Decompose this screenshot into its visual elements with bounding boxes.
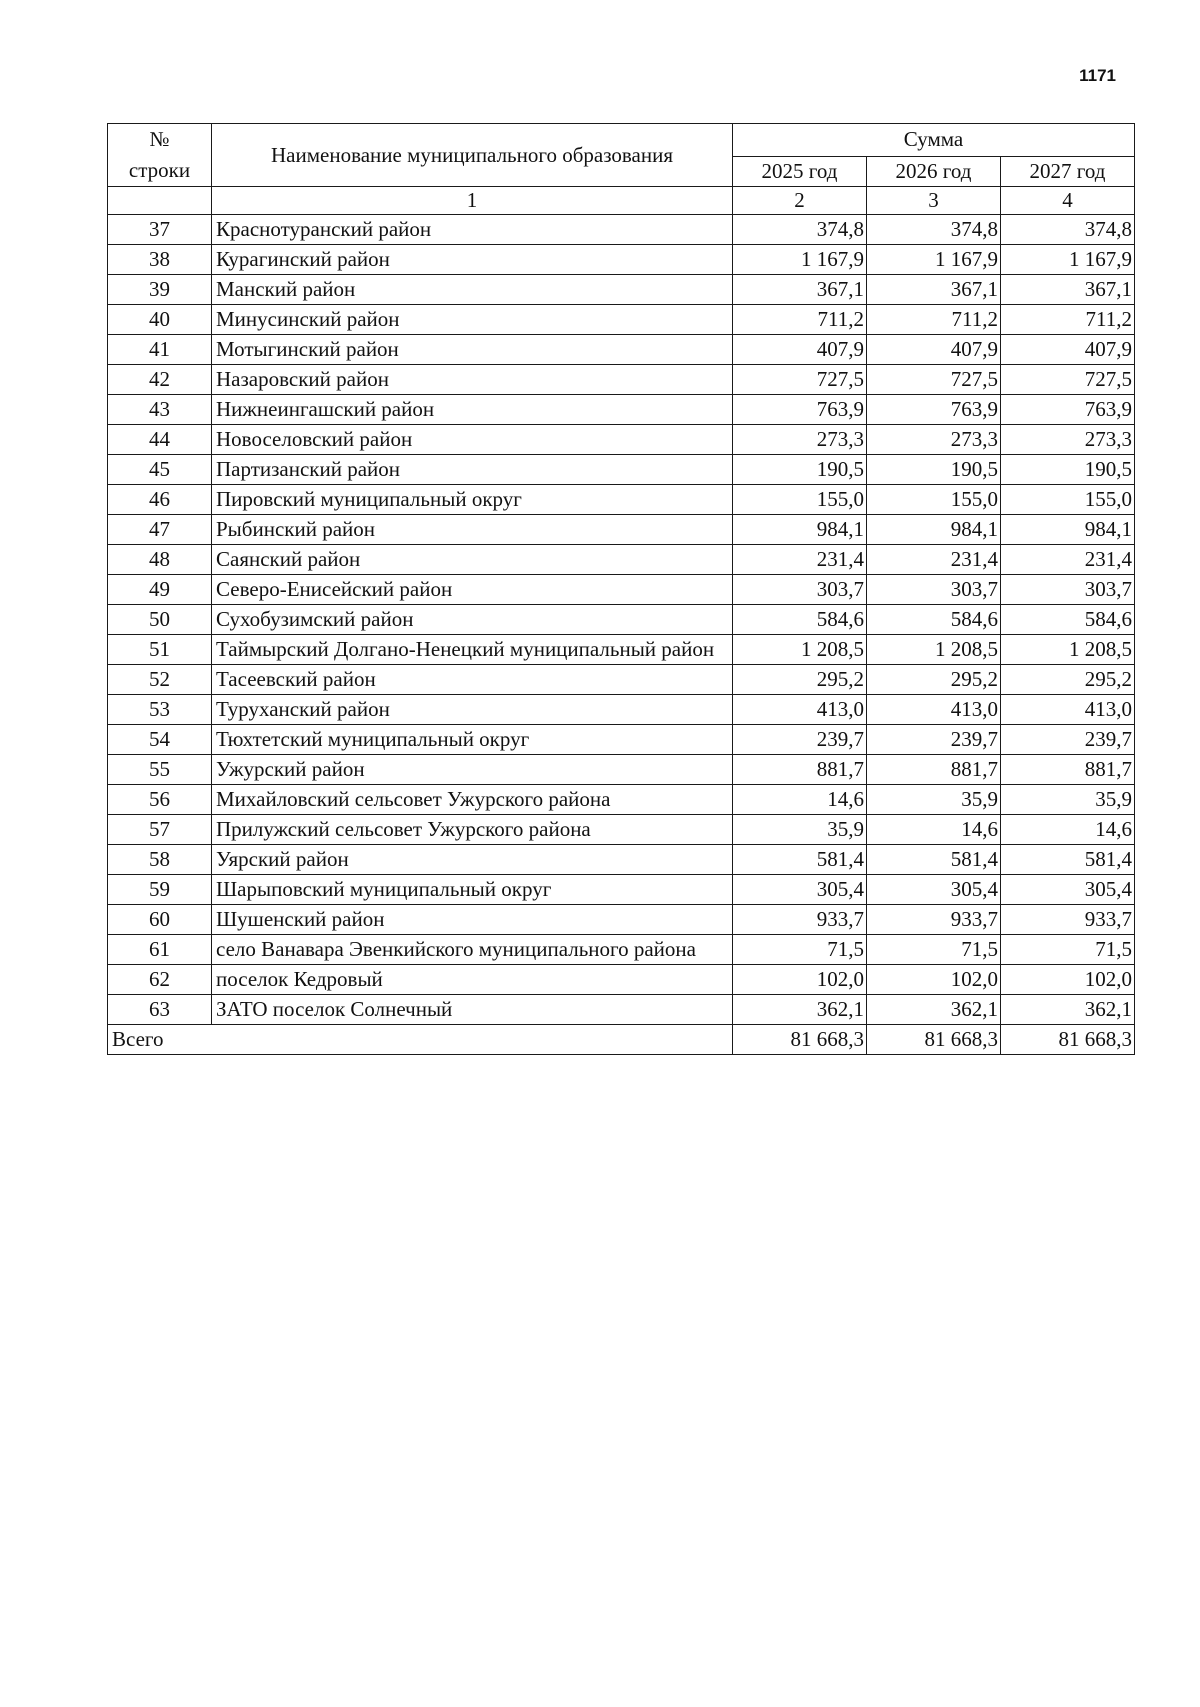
- table-row: [108, 515, 1135, 545]
- row-number: 60: [108, 905, 212, 935]
- municipality-name: Нижнеингашский район: [212, 395, 733, 425]
- value-2027: 190,5: [1001, 455, 1135, 485]
- municipality-name: Прилужский сельсовет Ужурского района: [212, 815, 733, 845]
- column-number-2026: 3: [867, 187, 1001, 215]
- header-row-number-line2: строки: [128, 158, 191, 182]
- value-2025: 374,8: [733, 215, 867, 245]
- value-2025: 933,7: [733, 905, 867, 935]
- row-number: 55: [108, 755, 212, 785]
- header-sum: Сумма: [733, 124, 1135, 157]
- municipality-name: Манский район: [212, 275, 733, 305]
- value-2026: 881,7: [867, 755, 1001, 785]
- row-number: 43: [108, 395, 212, 425]
- table-row: [108, 875, 1135, 905]
- value-2025: 727,5: [733, 365, 867, 395]
- header-year-2026: 2026 год: [867, 156, 1001, 186]
- value-2027: 231,4: [1001, 545, 1135, 575]
- value-2026: 305,4: [867, 875, 1001, 905]
- page-number: 1171: [1079, 66, 1116, 85]
- value-2026: 584,6: [867, 605, 1001, 635]
- municipality-name: Уярский район: [212, 845, 733, 875]
- row-number: 42: [108, 365, 212, 395]
- table-row: [108, 335, 1135, 365]
- column-number-2027: 4: [1001, 187, 1135, 215]
- table-row: [108, 395, 1135, 425]
- row-number: 39: [108, 275, 212, 305]
- row-number: 41: [108, 335, 212, 365]
- municipality-name: Краснотуранский район: [212, 215, 733, 245]
- row-number: 58: [108, 845, 212, 875]
- value-2026: 1 167,9: [867, 245, 1001, 275]
- value-2027: 881,7: [1001, 755, 1135, 785]
- row-number: 38: [108, 245, 212, 275]
- header-row-number: [108, 124, 212, 187]
- value-2026: 71,5: [867, 935, 1001, 965]
- row-number: 57: [108, 815, 212, 845]
- municipality-name: Северо-Енисейский район: [212, 575, 733, 605]
- table-row: [108, 995, 1135, 1025]
- row-number: 56: [108, 785, 212, 815]
- value-2025: 190,5: [733, 455, 867, 485]
- value-2025: 584,6: [733, 605, 867, 635]
- municipality-name: Туруханский район: [212, 695, 733, 725]
- table-row: [108, 725, 1135, 755]
- municipality-name: Саянский район: [212, 545, 733, 575]
- value-2025: 155,0: [733, 485, 867, 515]
- value-2025: 1 208,5: [733, 635, 867, 665]
- row-number: 37: [108, 215, 212, 245]
- value-2026: 581,4: [867, 845, 1001, 875]
- value-2026: 362,1: [867, 995, 1001, 1025]
- value-2025: 239,7: [733, 725, 867, 755]
- value-2027: 305,4: [1001, 875, 1135, 905]
- row-number: 48: [108, 545, 212, 575]
- row-number: 49: [108, 575, 212, 605]
- value-2025: 413,0: [733, 695, 867, 725]
- table-row: [108, 425, 1135, 455]
- municipality-name: поселок Кедровый: [212, 965, 733, 995]
- value-2027: 413,0: [1001, 695, 1135, 725]
- row-number: 52: [108, 665, 212, 695]
- value-2026: 711,2: [867, 305, 1001, 335]
- column-number-name: 1: [212, 187, 733, 215]
- value-2027: 407,9: [1001, 335, 1135, 365]
- municipality-name: Мотыгинский район: [212, 335, 733, 365]
- value-2027: 374,8: [1001, 215, 1135, 245]
- municipality-name: Рыбинский район: [212, 515, 733, 545]
- value-2025: 71,5: [733, 935, 867, 965]
- municipality-name: Михайловский сельсовет Ужурского района: [212, 785, 733, 815]
- value-2026: 407,9: [867, 335, 1001, 365]
- value-2026: 295,2: [867, 665, 1001, 695]
- value-2026: 273,3: [867, 425, 1001, 455]
- value-2027: 14,6: [1001, 815, 1135, 845]
- header-municipality-name: Наименование муниципального образования: [212, 124, 733, 187]
- value-2026: 727,5: [867, 365, 1001, 395]
- municipality-name: Партизанский район: [212, 455, 733, 485]
- table-row: [108, 905, 1135, 935]
- municipality-name: Тюхтетский муниципальный округ: [212, 725, 733, 755]
- municipality-name: Шушенский район: [212, 905, 733, 935]
- value-2027: 35,9: [1001, 785, 1135, 815]
- municipality-name: Пировский муниципальный округ: [212, 485, 733, 515]
- municipality-name: Тасеевский район: [212, 665, 733, 695]
- value-2027: 273,3: [1001, 425, 1135, 455]
- value-2025: 303,7: [733, 575, 867, 605]
- row-number: 59: [108, 875, 212, 905]
- header-year-2027: 2027 год: [1001, 156, 1135, 186]
- table-row: [108, 695, 1135, 725]
- table-row: [108, 755, 1135, 785]
- column-number-2025: 2: [733, 187, 867, 215]
- value-2027: 727,5: [1001, 365, 1135, 395]
- table-row: [108, 785, 1135, 815]
- value-2025: 1 167,9: [733, 245, 867, 275]
- table-row: [108, 635, 1135, 665]
- table-row: [108, 275, 1135, 305]
- allocation-table: [107, 123, 1135, 1055]
- row-number: 50: [108, 605, 212, 635]
- table-row: [108, 215, 1135, 245]
- table-row: [108, 845, 1135, 875]
- row-number: 44: [108, 425, 212, 455]
- value-2026: 303,7: [867, 575, 1001, 605]
- value-2027: 155,0: [1001, 485, 1135, 515]
- value-2025: 763,9: [733, 395, 867, 425]
- value-2026: 102,0: [867, 965, 1001, 995]
- row-number: 45: [108, 455, 212, 485]
- municipality-name: Новоселовский район: [212, 425, 733, 455]
- row-number: 40: [108, 305, 212, 335]
- municipality-name: Таймырский Долгано-Ненецкий муниципальный район: [212, 635, 733, 665]
- municipality-name: Назаровский район: [212, 365, 733, 395]
- table-row: [108, 365, 1135, 395]
- value-2025: 305,4: [733, 875, 867, 905]
- value-2027: 362,1: [1001, 995, 1135, 1025]
- table-row: [108, 665, 1135, 695]
- value-2027: 933,7: [1001, 905, 1135, 935]
- table-row: [108, 455, 1135, 485]
- municipality-name: село Ванавара Эвенкийского муниципального района: [212, 935, 733, 965]
- row-number: 51: [108, 635, 212, 665]
- value-2026: 14,6: [867, 815, 1001, 845]
- value-2025: 984,1: [733, 515, 867, 545]
- value-2027: 1 167,9: [1001, 245, 1135, 275]
- value-2025: 367,1: [733, 275, 867, 305]
- table-row: [108, 815, 1135, 845]
- value-2025: 35,9: [733, 815, 867, 845]
- row-number: 54: [108, 725, 212, 755]
- value-2025: 295,2: [733, 665, 867, 695]
- value-2026: 35,9: [867, 785, 1001, 815]
- column-number-row: [108, 187, 1135, 215]
- value-2025: 102,0: [733, 965, 867, 995]
- row-number: 61: [108, 935, 212, 965]
- value-2026: 763,9: [867, 395, 1001, 425]
- value-2026: 239,7: [867, 725, 1001, 755]
- value-2026: 933,7: [867, 905, 1001, 935]
- value-2026: 155,0: [867, 485, 1001, 515]
- value-2027: 581,4: [1001, 845, 1135, 875]
- value-2027: 584,6: [1001, 605, 1135, 635]
- table-row: [108, 935, 1135, 965]
- value-2026: 1 208,5: [867, 635, 1001, 665]
- value-2027: 763,9: [1001, 395, 1135, 425]
- value-2027: 711,2: [1001, 305, 1135, 335]
- value-2025: 881,7: [733, 755, 867, 785]
- table-row: [108, 575, 1135, 605]
- value-2025: 231,4: [733, 545, 867, 575]
- header-row-number-line1: №: [149, 127, 170, 151]
- value-2027: 295,2: [1001, 665, 1135, 695]
- table-row: [108, 605, 1135, 635]
- table-header: [108, 124, 1135, 215]
- value-2027: 367,1: [1001, 275, 1135, 305]
- value-2027: 303,7: [1001, 575, 1135, 605]
- total-label: Всего: [108, 1025, 733, 1055]
- value-2027: 239,7: [1001, 725, 1135, 755]
- total-2026: 81 668,3: [867, 1025, 1001, 1055]
- table-row: [108, 965, 1135, 995]
- value-2025: 273,3: [733, 425, 867, 455]
- value-2027: 71,5: [1001, 935, 1135, 965]
- row-number: 63: [108, 995, 212, 1025]
- row-number: 53: [108, 695, 212, 725]
- value-2026: 984,1: [867, 515, 1001, 545]
- table-row: [108, 545, 1135, 575]
- value-2026: 374,8: [867, 215, 1001, 245]
- total-2027: 81 668,3: [1001, 1025, 1135, 1055]
- value-2026: 367,1: [867, 275, 1001, 305]
- table-row: [108, 485, 1135, 515]
- value-2026: 190,5: [867, 455, 1001, 485]
- table-footer: [108, 1025, 1135, 1055]
- value-2025: 711,2: [733, 305, 867, 335]
- row-number: 47: [108, 515, 212, 545]
- table-row: [108, 245, 1135, 275]
- header-year-2025: 2025 год: [733, 156, 867, 186]
- total-row: [108, 1025, 1135, 1055]
- municipality-name: Курагинский район: [212, 245, 733, 275]
- value-2025: 407,9: [733, 335, 867, 365]
- table-body: [108, 215, 1135, 1025]
- municipality-name: ЗАТО поселок Солнечный: [212, 995, 733, 1025]
- value-2025: 581,4: [733, 845, 867, 875]
- municipality-name: Сухобузимский район: [212, 605, 733, 635]
- municipality-name: Минусинский район: [212, 305, 733, 335]
- value-2027: 984,1: [1001, 515, 1135, 545]
- row-number: 62: [108, 965, 212, 995]
- value-2025: 362,1: [733, 995, 867, 1025]
- value-2027: 1 208,5: [1001, 635, 1135, 665]
- value-2027: 102,0: [1001, 965, 1135, 995]
- total-2025: 81 668,3: [733, 1025, 867, 1055]
- table-row: [108, 305, 1135, 335]
- value-2026: 231,4: [867, 545, 1001, 575]
- column-number-empty: [108, 187, 212, 215]
- value-2026: 413,0: [867, 695, 1001, 725]
- row-number: 46: [108, 485, 212, 515]
- municipality-name: Ужурский район: [212, 755, 733, 785]
- value-2025: 14,6: [733, 785, 867, 815]
- municipality-name: Шарыповский муниципальный округ: [212, 875, 733, 905]
